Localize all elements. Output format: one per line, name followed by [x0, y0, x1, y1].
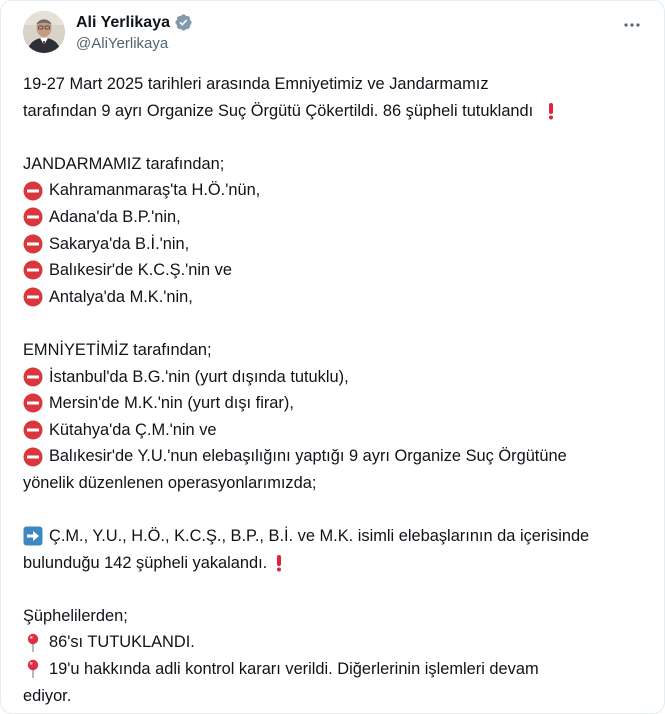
list-item	[23, 177, 648, 204]
no-entry-icon	[23, 260, 43, 280]
text-line	[23, 71, 648, 98]
no-entry-icon	[23, 207, 43, 227]
text-line	[23, 98, 648, 125]
no-entry-icon	[23, 287, 43, 307]
jandarma-heading: JANDARMAMIZ tarafından;	[23, 154, 225, 173]
list-item	[23, 390, 648, 417]
avatar[interactable]	[23, 11, 65, 53]
spacer	[23, 310, 648, 337]
list-item-text: Kahramanmaraş'ta H.Ö.'nün,	[49, 181, 261, 200]
no-entry-icon	[23, 420, 43, 440]
author-name[interactable]: Ali Yerlikaya	[76, 13, 170, 31]
list-item	[23, 417, 648, 444]
tweet-header	[23, 11, 648, 57]
no-entry-icon	[23, 393, 43, 413]
no-entry-icon	[23, 367, 43, 387]
text-line	[23, 683, 648, 710]
no-entry-icon	[23, 181, 43, 201]
right-arrow-icon	[23, 526, 43, 546]
round-pushpin-icon	[23, 659, 43, 679]
list-item-text: Sakarya'da B.İ.'nin,	[49, 234, 190, 253]
emniyet-heading: EMNİYETİMİZ tarafından;	[23, 340, 212, 359]
author-name-row	[76, 13, 193, 32]
intro-line-2: tarafından 9 ayrı Organize Suç Örgütü Çökertildi. 86 şüpheli tutuklandı	[23, 101, 534, 120]
text-line	[23, 550, 648, 577]
arrow-line-2: bulunduğu 142 şüpheli yakalandı.	[23, 553, 268, 572]
list-item-text: Balıkesir'de Y.U.'nun elebaşılığını yaptığı 9 ayrı Organize Suç Örgütüne	[49, 447, 567, 466]
list-item	[23, 364, 648, 391]
exclamation-icon	[541, 101, 561, 121]
list-item	[23, 284, 648, 311]
list-item-text: Antalya'da M.K.'nin,	[49, 287, 193, 306]
list-item	[23, 231, 648, 258]
pin-line-2: 19'u hakkında adli kontrol kararı verildi. Diğerlerinin işlemleri devam	[49, 660, 539, 679]
arrow-paragraph	[23, 523, 648, 550]
list-item	[23, 629, 648, 656]
list-item-text: Kütahya'da Ç.M.'nin ve	[49, 420, 217, 439]
suspects-heading-text: Şüphelilerden;	[23, 606, 128, 625]
section-heading-emniyet	[23, 337, 648, 364]
text-line	[23, 470, 648, 497]
section-heading-jandarma	[23, 151, 648, 178]
author-handle[interactable]: @AliYerlikaya	[76, 35, 169, 52]
no-entry-icon	[23, 447, 43, 467]
pin-line-1: 86'sı TUTUKLANDI.	[49, 633, 195, 652]
list-item	[23, 443, 648, 470]
spacer	[23, 124, 648, 151]
list-item	[23, 257, 648, 284]
list-item-text: Adana'da B.P.'nin,	[49, 207, 181, 226]
list-item-text: Balıkesir'de K.C.Ş.'nin ve	[49, 261, 232, 280]
tweet-text	[23, 71, 648, 709]
suspects-heading	[23, 603, 648, 630]
round-pushpin-icon	[23, 633, 43, 653]
verified-badge-icon[interactable]	[174, 13, 193, 32]
arrow-line-1: Ç.M., Y.U., H.Ö., K.C.Ş., B.P., B.İ. ve M.K. isimli elebaşlarının da içerisinde	[49, 527, 590, 546]
no-entry-icon	[23, 234, 43, 254]
list-item-text: İstanbul'da B.G.'nin (yurt dışında tutuklu),	[49, 367, 349, 386]
list-item	[23, 656, 648, 683]
exclamation-icon	[269, 553, 289, 573]
spacer	[23, 576, 648, 603]
intro-line-1: 19-27 Mart 2025 tarihleri arasında Emniyetimiz ve Jandarmamız	[23, 75, 489, 93]
emniyet-continuation: yönelik düzenlenen operasyonlarımızda;	[23, 473, 317, 492]
avatar-photo	[23, 11, 65, 53]
pin-line-2-continuation: ediyor.	[23, 686, 72, 705]
spacer	[23, 497, 648, 524]
list-item	[23, 204, 648, 231]
more-options-icon[interactable]	[620, 13, 644, 37]
list-item-text: Mersin'de M.K.'nin (yurt dışı firar),	[49, 394, 294, 413]
